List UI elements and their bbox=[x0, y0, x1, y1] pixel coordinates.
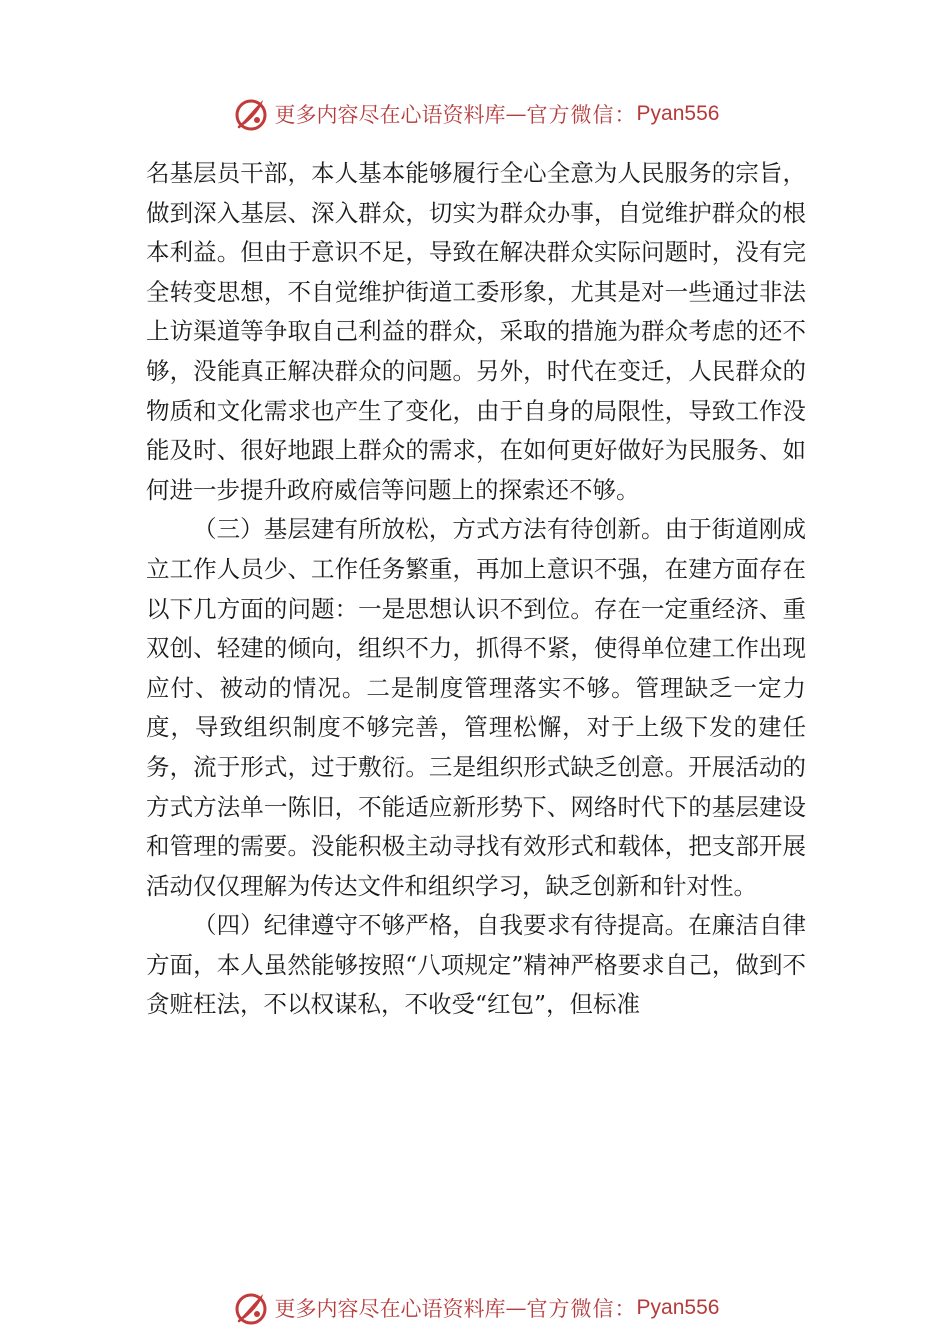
body-paragraph-1: 名基层员干部，本人基本能够履行全心全意为人民服务的宗旨，做到深入基层、深入群众，切实为群众办事，自觉维护群众的根本利益。但由于意识不足，导致在解决群众实际问题时，没有完全转变思想，不自觉维护街道工委形象，尤其是对一些通过非法上访渠道等争取自己利益的群众，采取的措施为群众考虑的还不够，没能真正解决群众的问题。另外，时代在变迁，人民群众的物质和文化需求也产生了变化，由于自身的局限性，导致工作没能及时、很好地跟上群众的需求，在如何更好做好为民服务、如何进一步提升政府威信等问题上的探索还不够。 bbox=[146, 159, 806, 504]
body-paragraph-3: （四）纪律遵守不够严格，自我要求有待提高。在廉洁自律方面，本人虽然能够按照“八项规定”精神严格要求自己，做到不贪赃枉法，不以权谋私，不收受“红包”，但标准 bbox=[146, 911, 806, 1019]
footer-separator: — bbox=[505, 1296, 527, 1320]
header-banner bbox=[0, 92, 950, 136]
footer-contact-id: Pyan556 bbox=[636, 1296, 720, 1319]
header-brand-text: 更多内容尽在心语资料库 bbox=[274, 103, 506, 127]
quill-seal-logo-icon bbox=[231, 1288, 271, 1328]
footer-contact-label: 官方微信： bbox=[526, 1297, 637, 1321]
header-separator: — bbox=[505, 102, 527, 126]
header-contact-id: Pyan556 bbox=[636, 102, 720, 125]
quill-seal-logo-icon bbox=[231, 94, 271, 134]
body-paragraph-2: （三）基层建有所放松，方式方法有待创新。由于街道刚成立工作人员少、工作任务繁重，再加上意识不强，在建方面存在以下几方面的问题：一是思想认识不到位。存在一定重经济、重双创、轻建的倾向，组织不力，抓得不紧，使得单位建工作出现应付、被动的情况。二是制度管理落实不够。管理缺乏一定力度，导致组织制度不够完善，管理松懈，对于上级下发的建任务，流于形式，过于敷衍。三是组织形式缺乏创意。开展活动的方式方法单一陈旧，不能适应新形势下、网络时代下的基层建设和管理的需要。没能积极主动寻找有效形式和载体，把支部开展活动仅仅理解为传达文件和组织学习，缺乏创新和针对性。 bbox=[146, 515, 806, 900]
document-body bbox=[146, 154, 806, 1025]
footer-banner bbox=[0, 1286, 950, 1330]
header-contact-label: 官方微信： bbox=[526, 103, 637, 127]
footer-brand-text: 更多内容尽在心语资料库 bbox=[274, 1297, 506, 1321]
